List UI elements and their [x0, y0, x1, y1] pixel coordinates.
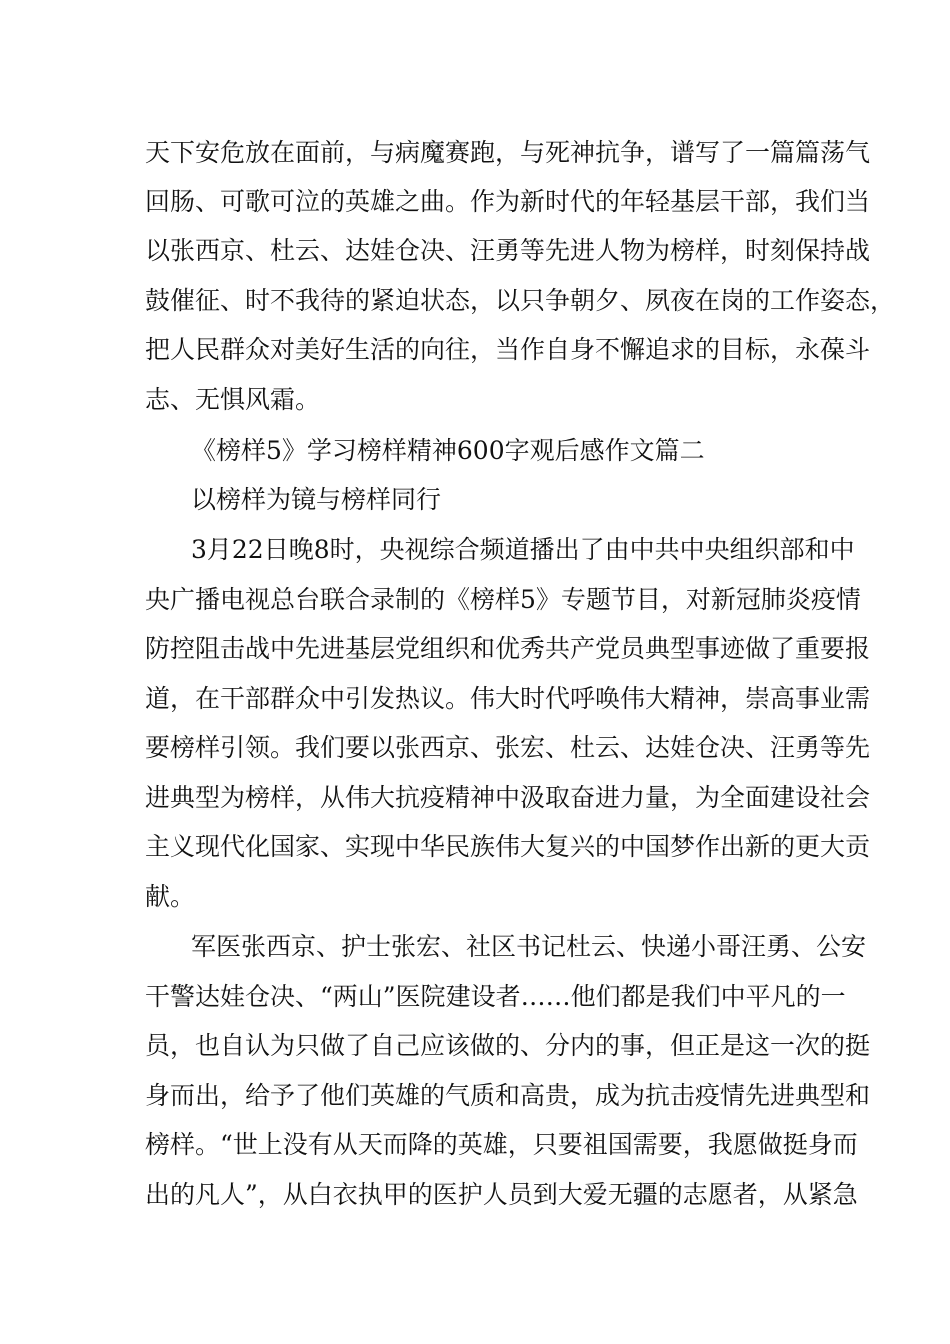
paragraph-line: 防控阻击战中先进基层党组织和优秀共产党员典型事迹做了重要报	[145, 634, 871, 663]
paragraph-line: 以张西京、杜云、达娃仓决、汪勇等先进人物为榜样，时刻保持战	[145, 236, 871, 265]
paragraph-line: 央广播电视总台联合录制的《榜样5》专题节目，对新冠肺炎疫情	[145, 585, 861, 614]
paragraph-line: 出的凡人”，从白衣执甲的医护人员到大爱无疆的志愿者，从紧急	[145, 1180, 858, 1209]
paragraph-line: 献。	[145, 882, 196, 911]
paragraph-line: 进典型为榜样，从伟大抗疫精神中汲取奋进力量，为全面建设社会	[145, 783, 871, 812]
paragraph-line: 志、无惧风霜。	[145, 385, 321, 414]
paragraph-line: 鼓催征、时不我待的紧迫状态，以只争朝夕、夙夜在岗的工作姿态，	[145, 286, 896, 315]
paragraph-line: 3月22日晚8时，央视综合频道播出了由中共中央组织部和中	[191, 535, 855, 564]
section-title: 《榜样5》学习榜样精神600字观后感作文篇二	[191, 436, 705, 465]
paragraph-line: 把人民群众对美好生活的向往，当作自身不懈追求的目标，永葆斗	[145, 335, 871, 364]
paragraph-line: 道，在干部群众中引发热议。伟大时代呼唤伟大精神，崇高事业需	[145, 684, 871, 713]
section-subtitle: 以榜样为镜与榜样同行	[191, 485, 442, 514]
paragraph-line: 干警达娃仓决、“两山”医院建设者……他们都是我们中平凡的一	[145, 982, 846, 1011]
paragraph-line: 天下安危放在面前，与病魔赛跑，与死神抗争，谱写了一篇篇荡气	[145, 138, 871, 167]
paragraph-line: 员，也自认为只做了自己应该做的、分内的事，但正是这一次的挺	[145, 1031, 871, 1060]
paragraph-line: 榜样。“世上没有从天而降的英雄，只要祖国需要，我愿做挺身而	[145, 1130, 858, 1159]
paragraph-line: 身而出，给予了他们英雄的气质和高贵，成为抗击疫情先进典型和	[145, 1081, 871, 1110]
paragraph-line: 军医张西京、护士张宏、社区书记杜云、快递小哥汪勇、公安	[191, 932, 867, 961]
paragraph-line: 回肠、可歌可泣的英雄之曲。作为新时代的年轻基层干部，我们当	[145, 187, 871, 216]
paragraph-line: 主义现代化国家、实现中华民族伟大复兴的中国梦作出新的更大贡	[145, 832, 871, 861]
paragraph-line: 要榜样引领。我们要以张西京、张宏、杜云、达娃仓决、汪勇等先	[145, 733, 871, 762]
